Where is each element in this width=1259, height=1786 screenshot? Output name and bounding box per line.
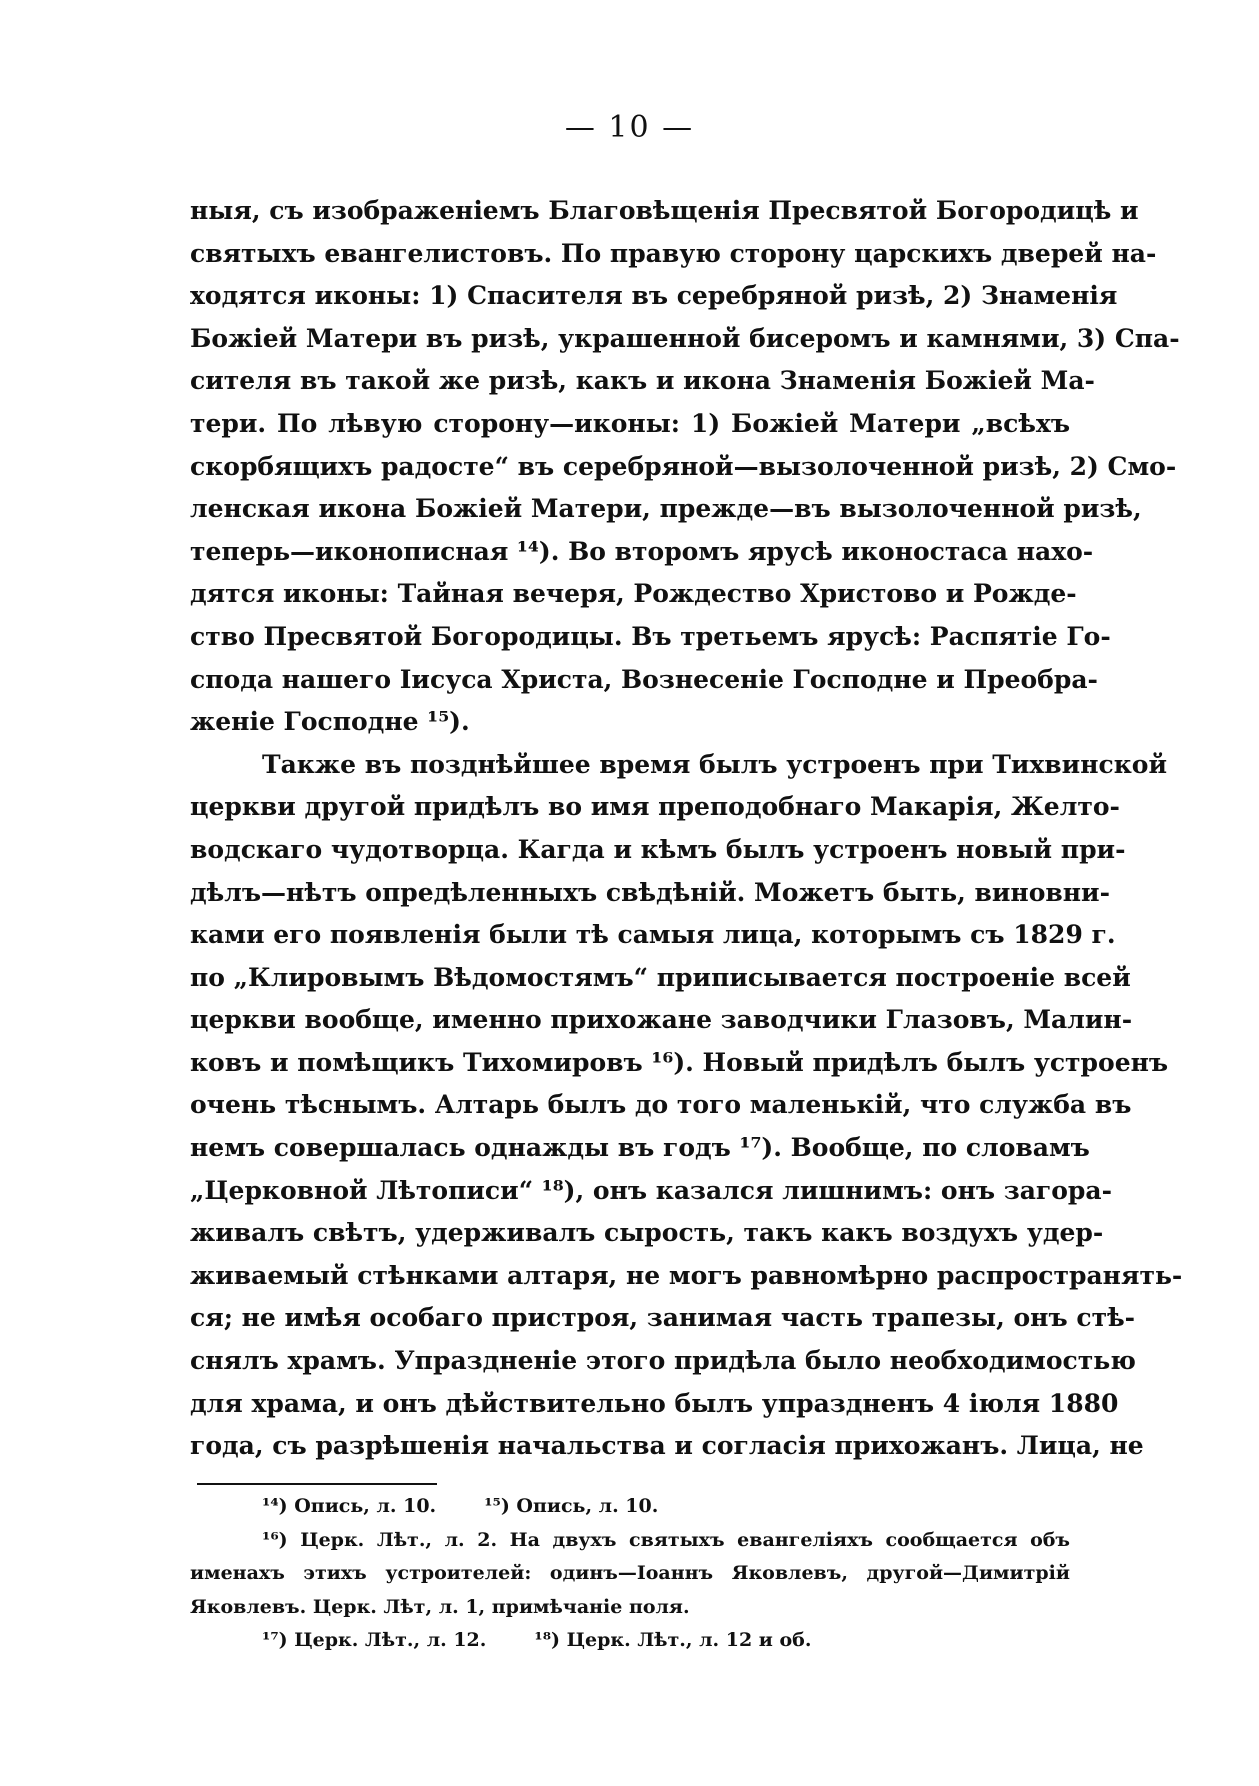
text-line: ство Пресвятой Богородицы. Въ третьемъ ярусѣ: Распятіе Го- bbox=[190, 621, 1111, 651]
body-text bbox=[190, 190, 1183, 1468]
text-line: года, съ разрѣшенія начальства и согласія прихожанъ. Лица, не bbox=[190, 1431, 1144, 1461]
text-line: дятся иконы: Тайная вечеря, Рождество Христово и Рожде- bbox=[190, 579, 1077, 609]
footnote-16-line: именахъ этихъ устроителей: одинъ—Іоаннъ Яковлевъ, другой—Димитрій bbox=[190, 1562, 1070, 1584]
footnote-16-line: Яковлевъ. Церк. Лѣт, л. 1, примѣчаніе поля. bbox=[190, 1595, 690, 1618]
page-number: — 10 — bbox=[564, 110, 695, 145]
text-line: тери. По лѣвую сторону—иконы: 1) Божіей Матери „всѣхъ bbox=[190, 408, 1070, 438]
text-line: ковъ и помѣщикъ Тихомировъ ¹⁶). Новый придѣлъ былъ устроенъ bbox=[190, 1047, 1169, 1077]
text-line: ся; не имѣя особаго пристроя, занимая часть трапезы, онъ стѣ- bbox=[190, 1303, 1136, 1333]
text-line: живалъ свѣтъ, удерживалъ сырость, такъ какъ воздухъ удер- bbox=[190, 1218, 1104, 1248]
text-line: „Церковной Лѣтописи“ ¹⁸), онъ казался лишнимъ: онъ загора- bbox=[190, 1175, 1112, 1205]
footnote-17: ¹⁷) Церк. Лѣт., л. 12. bbox=[262, 1629, 487, 1651]
footnotes bbox=[190, 1490, 1070, 1658]
footnote-14: ¹⁴) Опись, л. 10. bbox=[262, 1495, 437, 1517]
text-line: очень тѣснымъ. Алтарь былъ до того маленькій, что служба въ bbox=[190, 1090, 1132, 1120]
text-line: скорбящихъ радосте“ въ серебряной—вызолоченной ризѣ, 2) Смо- bbox=[190, 451, 1177, 481]
text-line: ныя, съ изображеніемъ Благовѣщенія Пресвятой Богородицѣ и bbox=[190, 196, 1139, 225]
footnote-line bbox=[190, 1490, 1070, 1524]
footnote-15: ¹⁵) Опись, л. 10. bbox=[484, 1495, 659, 1517]
text-line: церкви вообще, именно прихожане заводчики Глазовъ, Малин- bbox=[190, 1005, 1133, 1035]
footnote-divider bbox=[197, 1483, 437, 1485]
text-line: Божіей Матери въ ризѣ, украшенной бисеромъ и камнями, 3) Спа- bbox=[190, 323, 1180, 353]
footnote-line bbox=[190, 1624, 1070, 1658]
footnote-16-line: ¹⁶) Церк. Лѣт., л. 2. На двухъ святыхъ евангеліяхъ сообщается объ bbox=[262, 1528, 1070, 1551]
text-line: для храма, и онъ дѣйствительно былъ упраздненъ 4 іюля 1880 bbox=[190, 1388, 1119, 1418]
text-line: женіе Господне ¹⁵). bbox=[190, 707, 470, 737]
text-line: снялъ храмъ. Упраздненіе этого придѣла было необходимостью bbox=[190, 1346, 1136, 1376]
text-line: ходятся иконы: 1) Спасителя въ серебряной ризѣ, 2) Знаменія bbox=[190, 281, 1118, 311]
text-line: ками его появленія были тѣ самыя лица, которымъ съ 1829 г. bbox=[190, 920, 1116, 950]
text-line: ленская икона Божіей Матери, прежде—въ вызолоченной ризѣ, bbox=[190, 494, 1142, 524]
text-line: спода нашего Іисуса Христа, Вознесеніе Господне и Преобра- bbox=[190, 664, 1098, 694]
text-line: дѣлъ—нѣтъ опредѣленныхъ свѣдѣній. Можетъ быть, виновни- bbox=[190, 877, 1110, 907]
text-line: немъ совершалась однажды въ годъ ¹⁷). Вообще, по словамъ bbox=[190, 1133, 1090, 1163]
text-line: сителя въ такой же ризѣ, какъ и икона Знаменія Божіей Ма- bbox=[190, 366, 1095, 396]
text-line: водскаго чудотворца. Кагда и кѣмъ былъ устроенъ новый при- bbox=[190, 834, 1126, 864]
text-line: Также въ позднѣйшее время былъ устроенъ при Тихвинской bbox=[262, 749, 1167, 779]
text-line: по „Клировымъ Вѣдомостямъ“ приписывается построеніе всей bbox=[190, 962, 1131, 992]
text-line: теперь—иконописная ¹⁴). Во второмъ ярусѣ иконостаса нахо- bbox=[190, 536, 1094, 566]
text-line: святыхъ евангелистовъ. По правую сторону царскихъ дверей на- bbox=[190, 238, 1157, 268]
footnote-18: ¹⁸) Церк. Лѣт., л. 12 и об. bbox=[534, 1629, 812, 1651]
text-line: живаемый стѣнками алтаря, не могъ равномѣрно распространять- bbox=[190, 1260, 1183, 1290]
text-line: церкви другой придѣлъ во имя преподобнаго Макарія, Желто- bbox=[190, 792, 1120, 822]
